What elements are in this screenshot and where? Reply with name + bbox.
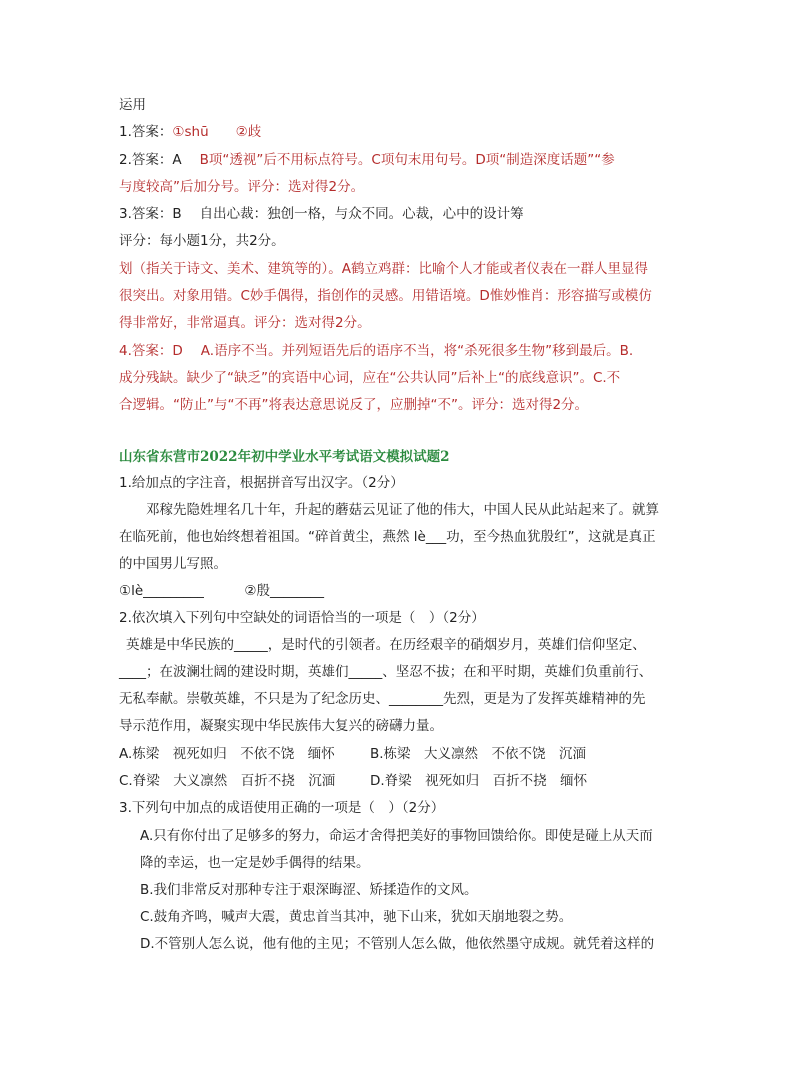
q2-passage-2: ____；在波澜壮阔的建设时期，英雄们_____、坚忍不拔；在和平时期，英雄们负重前行、 [119,664,653,680]
q3-option-a-line-1: A.只有你付出了足够多的努力，命运才舍得把美好的事物回馈给你。即使是碰上从天而 [140,828,653,844]
q2-option-c: C.脊梁 大义凛然 百折不挠 沉湎 [119,773,336,789]
answer-3-line-2: 划（指关于诗文、美术、建筑等的）。A鹤立鸡群：比喻个人才能或者仪表在一群人里显得 [119,261,648,277]
q3-prompt: 3.下列句中加点的成语使用正确的一项是（ ）（2分） [119,800,445,816]
q3-option-a-line-2: 降的幸运，也一定是妙手偶得的结果。 [140,855,370,871]
answer-1-prefix: 答案： [131,124,173,140]
q1-blanks: ①lè_________ ②殷________ [119,583,325,599]
q2-option-b: B.栋梁 大义凛然 不依不饶 沉湎 [370,746,587,762]
answer-1-num: 1. [119,124,132,140]
answer-3-line-4: 得非常好，非常逼真。评分：选对得2分。 [119,315,371,331]
q1-passage-1: 邓稼先隐姓埋名几十年，升起的蘑菇云见证了他的伟大，中国人民从此站起来了。就算 [146,502,659,518]
answer-2-line-1 [119,150,615,170]
q1-prompt: 1.给加点的字注音，根据拼音写出汉字。（2分） [119,475,404,491]
answer-4-line-3: 合逻辑。“防止”与“不再”将表达意思说反了，应删掉“不”。评分：选对得2分。 [119,397,589,413]
answer-4-prefix: 答案：D [131,343,183,359]
answer-2-line-2: 与度较高”后加分号。评分：选对得2分。 [119,179,365,195]
answer-2-num: 2. [119,152,132,168]
q3-option-b: B.我们非常反对那种专注于艰深晦涩、矫揉造作的文风。 [140,882,478,898]
answer-3-score: 评分：每小题1分，共2分。 [119,233,285,249]
q2-passage-1: 英雄是中华民族的_____，是时代的引领者。在历经艰辛的硝烟岁月，英雄们信仰坚定、 [126,637,646,653]
answer-3-line-1 [119,204,524,224]
q1-passage-3: 的中国男儿写照。 [119,556,227,572]
answer-2-text: B项“透视”后不用标点符号。C项句末用句号。D项“制造深度话题”“参 [199,152,615,168]
answer-1 [119,122,261,142]
answer-4-line-1 [119,341,633,361]
answer-1-text: ①shū ②歧 [172,124,262,140]
answer-3-prefix: 答案：B [131,206,182,222]
answer-4-line-2: 成分残缺。缺少了“缺乏”的宾语中心词，应在“公共认同”后补上“的底线意识”。C.不 [119,370,621,386]
q2-option-a: A.栋梁 视死如归 不依不饶 缅怀 [119,746,335,762]
q2-option-d: D.脊梁 视死如归 百折不挠 缅怀 [370,773,588,789]
section-label: 运用 [119,97,146,113]
q2-passage-3: 无私奉献。崇敬英雄，不只是为了纪念历史、________先烈，更是为了发挥英雄精神的先 [119,691,646,707]
answer-3-text: 自出心裁：独创一格，与众不同。心裁，心中的设计筹 [199,206,524,222]
answer-4-text: A.语序不当。并列短语先后的语序不当，将“杀死很多生物”移到最后。B. [200,343,634,359]
answer-4-num: 4. [119,343,132,359]
q2-prompt: 2.依次填入下列句中空缺处的词语恰当的一项是（ ）（2分） [119,610,485,626]
q3-option-d: D.不管别人怎么说，他有他的主见；不管别人怎么做，他依然墨守成规。就凭着这样的 [140,936,655,952]
q1-passage-2: 在临死前，他也始终想着祖国。“碎首黄尘，燕然 lè___功，至今热血犹殷红”，这就是真正 [119,529,656,545]
answer-2-prefix: 答案：A [131,152,182,168]
exam-title: 山东省东营市2022年初中学业水平考试语文模拟试题2 [119,449,450,465]
q2-passage-4: 导示范作用，凝聚实现中华民族伟大复兴的磅礴力量。 [119,718,443,734]
answer-3-num: 3. [119,206,132,222]
q3-option-c: C.鼓角齐鸣，喊声大震，黄忠首当其冲，驰下山来，犹如天崩地裂之势。 [140,909,573,925]
answer-3-line-3: 很突出。对象用错。C妙手偶得，指创作的灵感。用错语境。D惟妙惟肖：形容描写或模仿 [119,288,652,304]
